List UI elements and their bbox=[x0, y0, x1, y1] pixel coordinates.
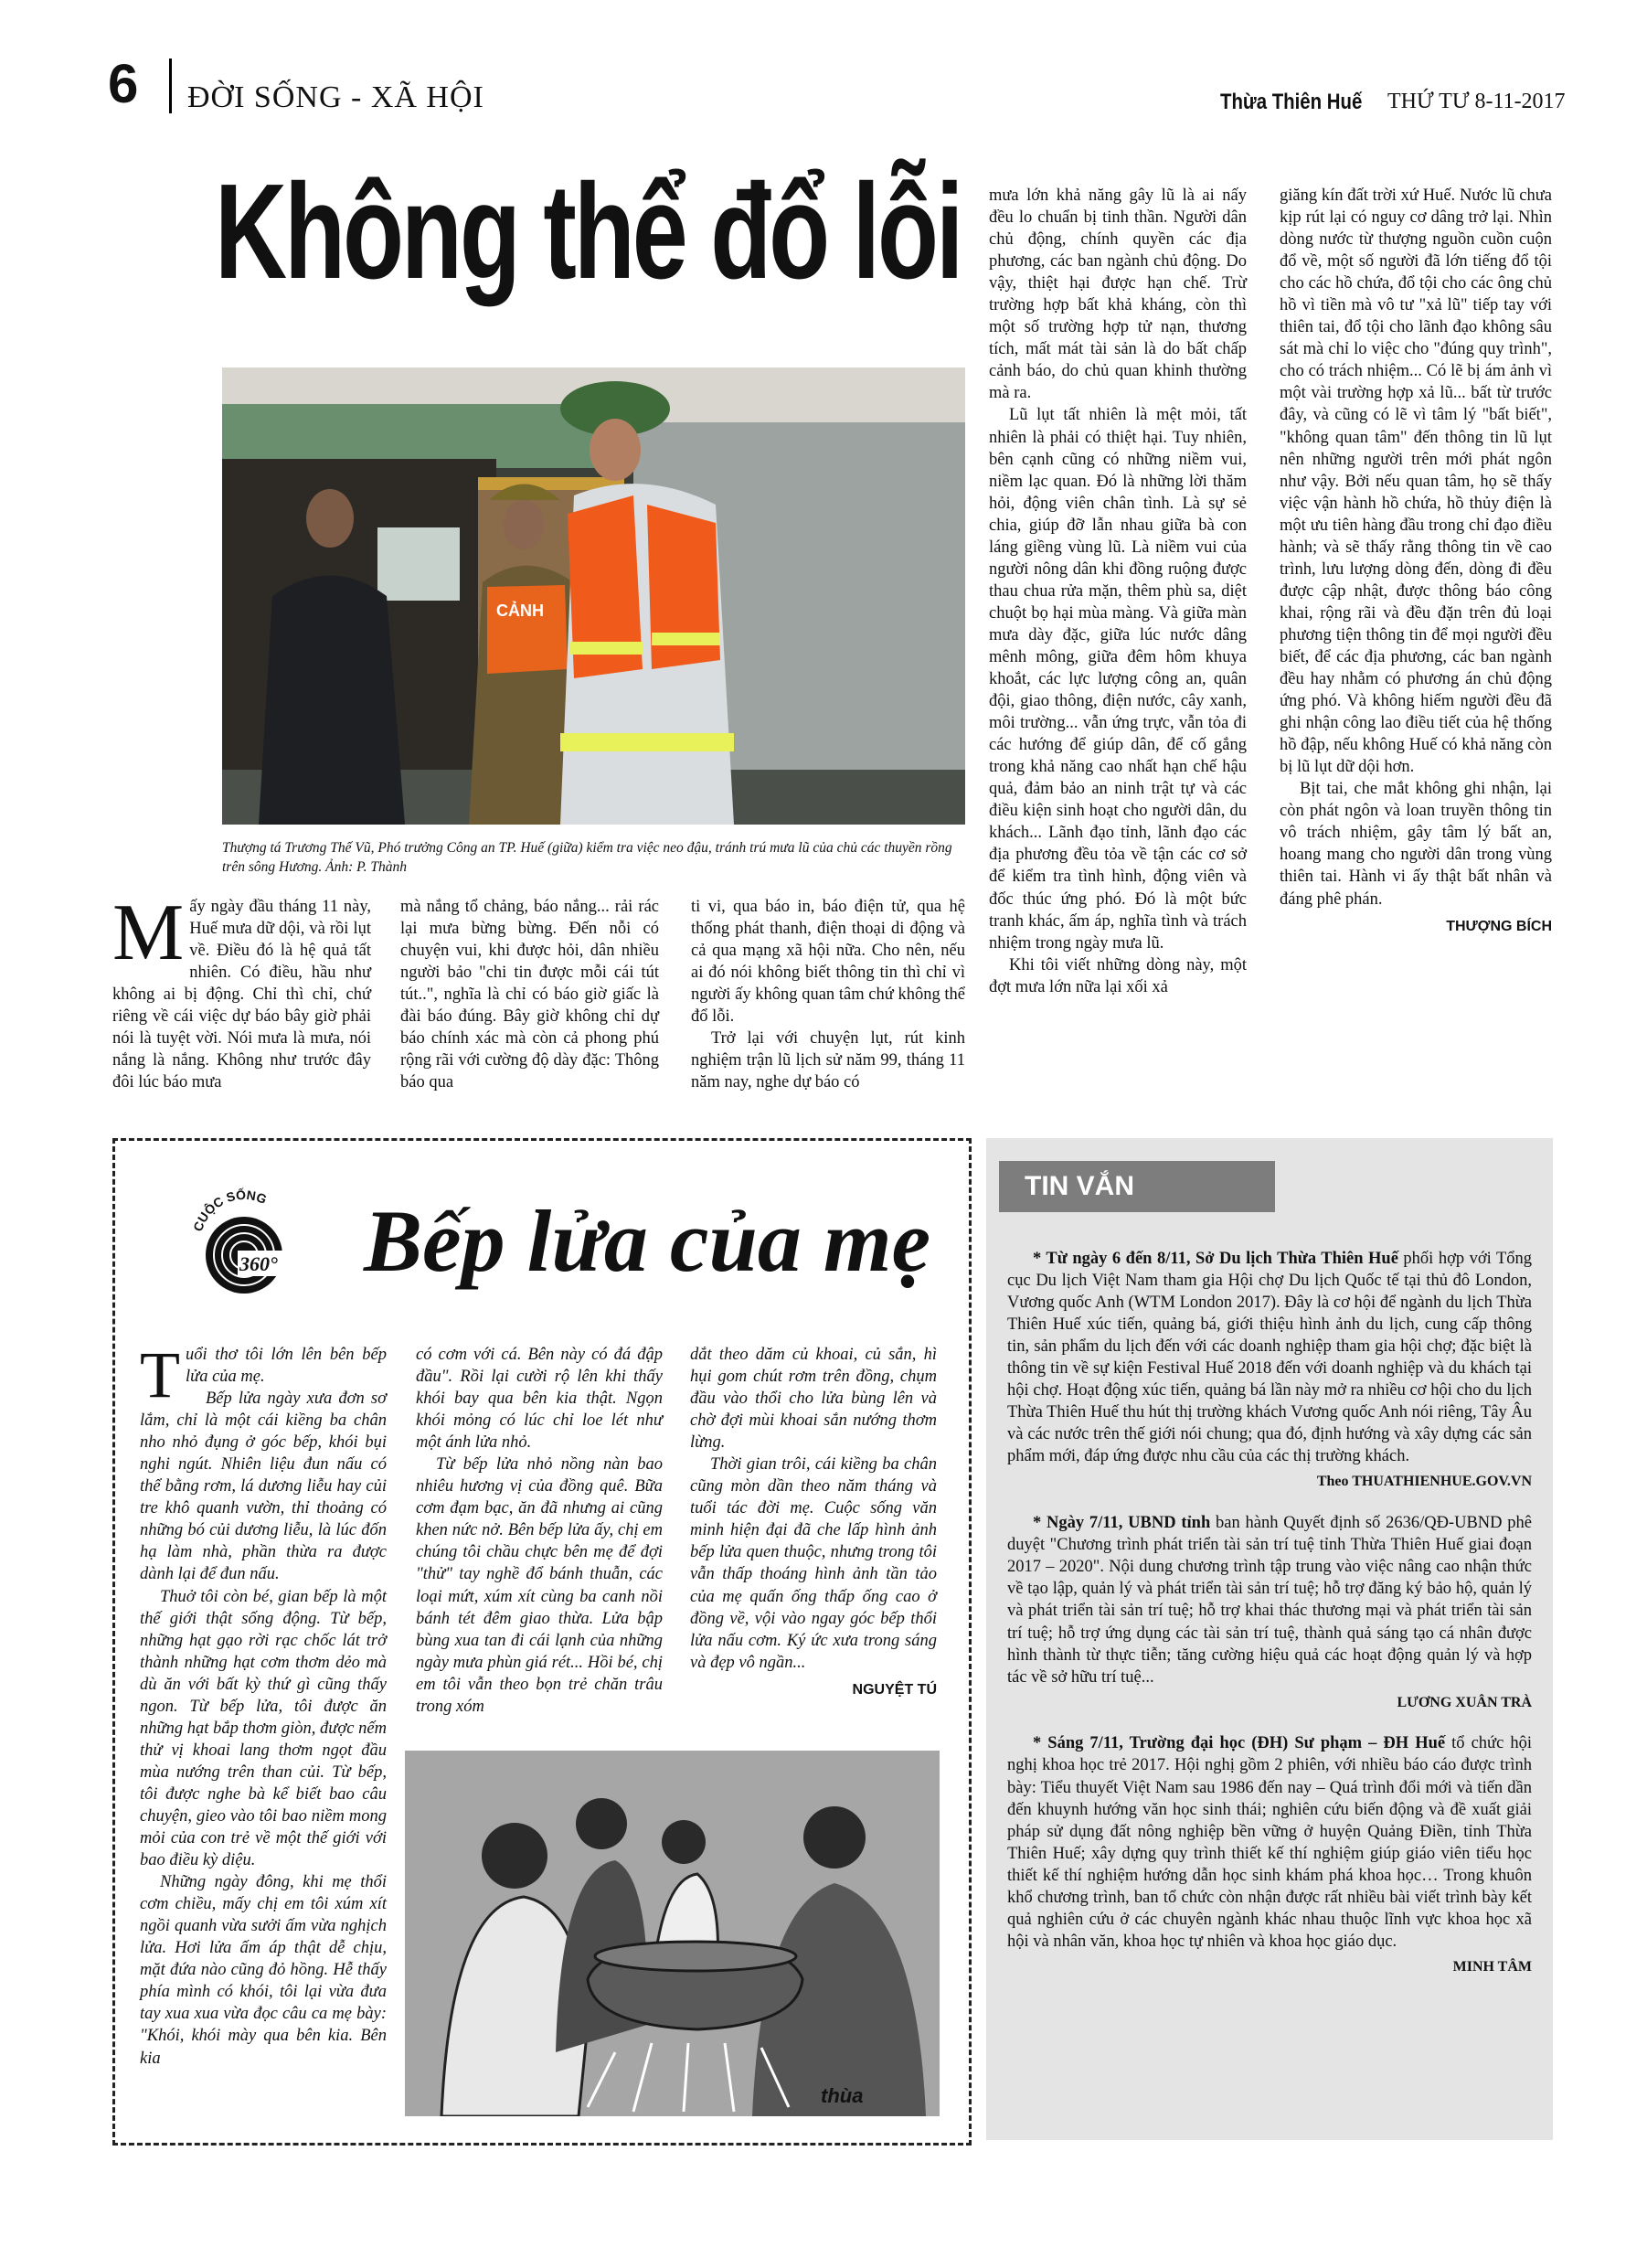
brief-lead: * Sáng 7/11, Trường đại học (ĐH) Sư phạm – ĐH Huế bbox=[1033, 1734, 1446, 1753]
article-paragraph bbox=[112, 889, 371, 1093]
drop-cap: T bbox=[140, 1338, 180, 1411]
news-briefs-label: TIN VẮN bbox=[999, 1161, 1275, 1212]
essay-title: Bếp lửa của mẹ bbox=[364, 1192, 931, 1290]
article-byline: THƯỢNG BÍCH bbox=[1446, 918, 1552, 934]
article-column-3 bbox=[691, 896, 965, 1093]
brief-item bbox=[1007, 1512, 1532, 1688]
article-column-2 bbox=[400, 896, 659, 1093]
issue-date: THỨ TƯ 8-11-2017 bbox=[1387, 90, 1566, 113]
article-headline: Không thể đổ lỗi bbox=[215, 156, 962, 307]
article-paragraph: ti vi, qua báo in, báo điện tử, qua hệ thống phát thanh, điện thoại di động và cả qua mạng xã hội nữa. Cho nên, nếu ai đó nói không biết thông tin thì chỉ vì người ấy không quan tâm chứ không thể đổ lỗi. bbox=[691, 898, 965, 1027]
article-column-4 bbox=[989, 185, 1247, 998]
essay-column-2 bbox=[416, 1344, 663, 1718]
essay-paragraph: dắt theo dăm củ khoai, củ sắn, hì hụi gom chút rơm trên đồng, chụm đầu vào thổi cho lửa bùng lên và chờ đợi mùi khoai sắn nướng thơm lừng. bbox=[690, 1346, 937, 1453]
essay-column-1 bbox=[140, 1338, 387, 2070]
vest-badge-text: CẢNH bbox=[496, 602, 544, 620]
brief-lead: * Ngày 7/11, UBND tỉnh bbox=[1033, 1514, 1211, 1533]
essay-paragraph: có cơm với cá. Bên này có đá đập đầu". Rồi lại cười rộ lên khi thấy khói bay qua bên kia thật. Ngọn khói mỏng có lúc chỉ loe lét như một ánh lửa nhỏ. bbox=[416, 1346, 663, 1453]
section-title: ĐỜI SỐNG - XÃ HỘI bbox=[187, 80, 484, 114]
logo-top-text: CUỘC SỐNG bbox=[190, 1187, 270, 1234]
photo-caption: Thượng tá Trương Thế Vũ, Phó trưởng Công an TP. Huế (giữa) kiểm tra việc neo đậu, tránh trú mưa lũ của chủ các thuyền rồng trên sông Hương. Ảnh: P. Thành bbox=[222, 840, 952, 876]
brief-item bbox=[1007, 1732, 1532, 1952]
article-paragraph: Trở lại với chuyện lụt, rút kinh nghiệm trận lũ lịch sử năm 99, tháng 11 năm nay, nghe dự báo có bbox=[691, 1029, 965, 1092]
article-column-5 bbox=[1280, 185, 1552, 936]
article-paragraph: mưa lớn khả năng gây lũ là ai nấy đều lo chuẩn bị tinh thần. Người dân chủ động, chính quyền các địa phương, các ban ngành chủ động. Do vậy, thiệt hại được hạn chế. Trừ trường hợp bất khả kháng, còn thì một số trường hợp tử nạn, thương tích, mất mát tài sản là do bất chấp cảnh báo, do chủ quan khinh thường mà ra. bbox=[989, 186, 1247, 403]
paragraph-text: ấy ngày đầu tháng 11 này, Huế mưa dữ dội, và rồi lụt về. Điều đó là hệ quả tất nhiên. Có điều, hầu như không ai bị động. Chỉ thì chỉ, chứ riêng về cái việc dự báo bây giờ phải nói là tuyệt vời. Nói mưa là mưa, nói nắng là nắng. Không như trước đây đôi lúc báo mưa bbox=[112, 898, 371, 1092]
essay-paragraph: Từ bếp lửa nhỏ nồng nàn bao nhiêu hương vị của đồng quê. Bữa cơm đạm bạc, ăn đã nhưng ai cũng khen nức nở. Bên bếp lửa ấy, chị em chúng tôi chầu chực bên mẹ để đợi "thử" tay nghề đổ bánh thuẫn, các loại mứt, xúm xít cùng ba canh nồi bánh tét đêm giao thừa. Lửa bập bùng xua tan đi cái lạnh của những ngày mưa phùn giá rét... Hồi bé, chị em tôi vẫn theo bọn trẻ chăn trâu trong xóm bbox=[416, 1455, 663, 1716]
brief-source: LƯƠNG XUÂN TRÀ bbox=[1397, 1694, 1532, 1710]
brief-text: ban hành Quyết định số 2636/QĐ-UBND phê duyệt "Chương trình phát triển tài sản trí tuệ tỉnh Thừa Thiên Huế giai đoạn 2017 – 2020". Nội dung chương trình tập trung vào việc nâng cao nhận thức về tạo lập, quản lý và phát triển tài sản trí tuệ; hỗ trợ đăng ký bảo hộ, quản lý và phát triển tài sản trí tuệ; hỗ trợ khai thác thương mại và phát triển tài sản trí tuệ; hỗ trợ ứng dụng các tài sản trí tuệ, thành quả sáng tạo cá nhân được hình thành từ thực tiễn; tăng cường hiệu quả các hoạt động quản lý và hợp tác về sở hữu trí tuệ... bbox=[1007, 1514, 1532, 1687]
essay-paragraph bbox=[140, 1338, 387, 1411]
news-briefs-list bbox=[1007, 1248, 1532, 1997]
page-number: 6 bbox=[108, 53, 139, 114]
brief-source: MINH TÂM bbox=[1452, 1958, 1532, 1975]
illustration-signature: thùa bbox=[821, 2084, 864, 2107]
essay-paragraph: Những ngày đông, khi mẹ thổi cơm chiều, mấy chị em tôi xúm xít ngồi quanh vừa sưởi ấm vừa nghịch lửa. Hơi lửa ấm áp thật dễ chịu, mặt đứa nào cũng đỏ hồng. Hễ thấy phía mình có khói, tôi lại vừa đưa tay xua xua vừa đọc câu ca mẹ bày: "Khói, khói mày qua bên kia. Bên kia bbox=[140, 1873, 387, 2068]
newspaper-name: Thừa Thiên Huế bbox=[1220, 90, 1363, 114]
life-360-logo bbox=[187, 1187, 302, 1301]
essay-column-3 bbox=[690, 1344, 937, 1700]
brief-source: Theo THUATHIENHUE.GOV.VN bbox=[1316, 1474, 1532, 1490]
photo-scene bbox=[222, 367, 965, 825]
essay-paragraph: Thời gian trôi, cái kiềng ba chân cũng mòn dần theo năm tháng và tuổi tác đời mẹ. Cuộc sống văn minh hiện đại đã che lấp hình ảnh bếp lửa quen thuộc, nhưng trong tôi vẫn thấp thoáng hình ảnh tần tảo của mẹ quấn ống thấp ống cao ở đồng về, vội vào ngay góc bếp thổi lửa nấu cơm. Ký ức xưa trong sáng và đẹp vô ngần... bbox=[690, 1455, 937, 1672]
brief-text: phối hợp với Tổng cục Du lịch Việt Nam tham gia Hội chợ Du lịch Quốc tế tại thủ đô London, Vương quốc Anh (WTM London 2017). Đây là cơ hội để ngành du lịch Thừa Thiên Huế xúc tiến, quảng bá, giới thiệu hình ảnh du lịch, cung cấp thông tin, sản phẩm du lịch đến với các doanh nghiệp tham gia hội chợ; đặc biệt là thông tin về sự kiện Festival Huế 2018 đến với doanh nghiệp và du khách tại hội chợ. Hoạt động xúc tiến, quảng bá lần này mở ra nhiều cơ hội cho du lịch Thừa Thiên Huế thu hút thị trường khách Vương quốc Anh nói riêng, Tây Âu và các nước trên thế giới nói chung; qua đó, định hướng và xây dựng các sản phẩm mới, đáp ứng được nhu cầu của các thị trường khách. bbox=[1007, 1250, 1533, 1466]
essay-illustration bbox=[405, 1751, 940, 2116]
brief-text: tổ chức hội nghị khoa học trẻ 2017. Hội nghị gồm 2 phiên, với nhiều báo cáo được trình bày: Tiểu thuyết Việt Nam sau 1986 đến nay – Quá trình đổi mới và tiến dần đến khuynh hướng văn học sinh thái; nghiên cứu biến động và đề xuất giải pháp sử dụng đất nông nghiệp bền vững ở huyện Quảng Điền, tỉnh Thừa Thiên Huế; xây dựng quy trình thiết kế thí nghiệm giúp giáo viên tiểu học thiết kế thí nghiệm hướng dẫn học sinh khám phá khoa học… Trong khuôn khổ chương trình, ban tổ chức còn nhận được rất nhiều bài viết trình bày kết quả nghiên cứu ở các chuyên ngành khác nhau thuộc lĩnh vực khoa học xã hội và nhân văn, khoa học tự nhiên và khoa học giáo dục. bbox=[1007, 1734, 1532, 1951]
essay-paragraph: Thuở tôi còn bé, gian bếp là một thế giới thật sống động. Từ bếp, những hạt gạo rời rạc chốc lát trở thành những hạt cơm thơm dẻo mà dù ăn với bất kỳ thứ gì cũng thấy ngon. Từ bếp lửa, tôi được ăn những hạt bắp thơm giòn, được nếm thử vị khoai lang thơm ngọt đầu mùa nướng trên than củi. Từ bếp, tôi được nghe bà kể biết bao câu chuyện, gieo vào tôi bao niềm mong mỏi của con trẻ về một thế giới với bao điều kỳ diệu. bbox=[140, 1587, 387, 1870]
brief-item bbox=[1007, 1248, 1532, 1467]
logo-emblem-icon bbox=[187, 1187, 302, 1301]
article-paragraph: giăng kín đất trời xứ Huế. Nước lũ chưa kịp rút lại có nguy cơ dâng trở lại. Nhìn dòng nước từ thượng nguồn cuồn cuộn đổ về, một số người đã lớn tiếng đổ tội cho các hồ chứa, đổ tội cho các ông chủ hồ vì tiền mà vô tư "xả lũ" tiếp tay với thiên tai, đổ tội cho lãnh đạo không sâu sát mà chỉ lo việc cho "đúng quy trình", cho có trách nhiệm... Có lẽ bị ám ảnh vì một vài trường hợp xả lũ... bất từ trước đây, và cũng có lẽ vì tâm lý "bất biết", "không quan tâm" đến thông tin lũ lụt nên những người trên mới phát ngôn như vậy. Bởi nếu quan tâm, họ sẽ thấy việc vận hành hồ chứa, hồ thủy điện là một ưu tiên hàng đầu trong chỉ đạo điều hành; và sẽ thấy rằng thông tin về cao trình, lưu lượng dòng đến, dòng đi đều được cập nhật, được thông báo công khai, rộng rãi và đều đặn trên đủ loại phương tiện thông tin để mọi người đều biết, để các địa phương, các ban ngành đều hay nhằm có phương án chủ động ứng phó. Và không hiếm người đều đã ghi nhận công lao điều tiết của hệ thống hồ đập, nếu không Huế có khả năng còn bị lũ lụt dữ dội hơn. bbox=[1280, 186, 1552, 777]
header-divider bbox=[169, 59, 172, 113]
article-paragraph: Lũ lụt tất nhiên là mệt mỏi, tất nhiên là phải có thiệt hại. Tuy nhiên, bên cạnh cũng có những niềm vui, niềm lạc quan. Đó là những lời thăm hỏi, động viên chân tình. Là sự sẻ chia, giúp đỡ lẫn nhau giữa bà con láng giềng vùng lũ. Là niềm vui của người nông dân khi đồng ruộng được thau chua rửa mặn, thêm phù sa, diệt chuột bọ hại mùa màng. Và giữa màn mưa dày đặc, giữa lúc nước dâng mênh mông, giữa đêm hôm khuya khoắt, các lực lượng công an, quân đội, giao thông, điện nước, cây xanh, môi trường... vẫn ứng trực, vẫn tỏa đi các hướng để giúp dân, để cố gắng trong khả năng cao nhất hạn chế hậu quả, đảm bảo an ninh trật tự và các điều kiện sinh hoạt cho người dân, du khách... Lãnh đạo tỉnh, lãnh đạo các địa phương đều tỏa về tận các cơ sở để kiểm tra tình hình, động viên và đốc thúc ứng phó. Đó là một bức tranh khác, ấm áp, nghĩa tình và trách nhiệm trong ngày mưa lũ. bbox=[989, 406, 1247, 953]
article-paragraph: Khi tôi viết những dòng này, một đợt mưa lớn nữa lại xối xả bbox=[989, 955, 1247, 996]
essay-byline: NGUYỆT TÚ bbox=[852, 1681, 937, 1698]
article-column-1 bbox=[112, 889, 371, 1093]
kitchen-fire-drawing bbox=[405, 1751, 940, 2116]
paragraph-text: uổi thơ tôi lớn lên bên bếp lửa của mẹ. bbox=[185, 1346, 387, 1387]
article-paragraph: mà nắng tổ chảng, báo nắng... rải rác lại mưa bừng bừng. Đến nỗi có chuyện vui, khi được hỏi, dân nhiều người bảo "chi tin được mỗi cái tút tút..", nghĩa là chỉ có báo giờ giấc là đài báo đúng. Bây giờ không chỉ dự báo chính xác mà còn cả phong phú rộng rãi với cường độ dày đặc: Thông báo qua bbox=[400, 898, 659, 1092]
essay-paragraph: Bếp lửa ngày xưa đơn sơ lắm, chỉ là một cái kiềng ba chân nho nhỏ đụng ở góc bếp, khói bụi nghi ngút. Nhiên liệu đun nấu có thể bằng rơm, lá dương liễu hay củi tre khô quanh vườn, thỉ thoảng có những bó củi dương liễu, là lúc đốn hạ làm nhà, phần thừa ra được dành lại để đun nấu. bbox=[140, 1390, 387, 1584]
drop-cap: M bbox=[112, 889, 185, 977]
article-paragraph: Bịt tai, che mắt không ghi nhận, lại còn phát ngôn và loan truyền thông tin vô trách nhiệm, gây tâm lý bất an, hoang mang cho người dân trong vùng thiên tai. Hành vi ấy thật bất nhân và đáng phê phán. bbox=[1280, 780, 1552, 909]
logo-number: 360° bbox=[239, 1252, 278, 1275]
brief-lead: * Từ ngày 6 đến 8/11, Sở Du lịch Thừa Thiên Huế bbox=[1033, 1250, 1398, 1268]
article-photo bbox=[222, 367, 965, 825]
